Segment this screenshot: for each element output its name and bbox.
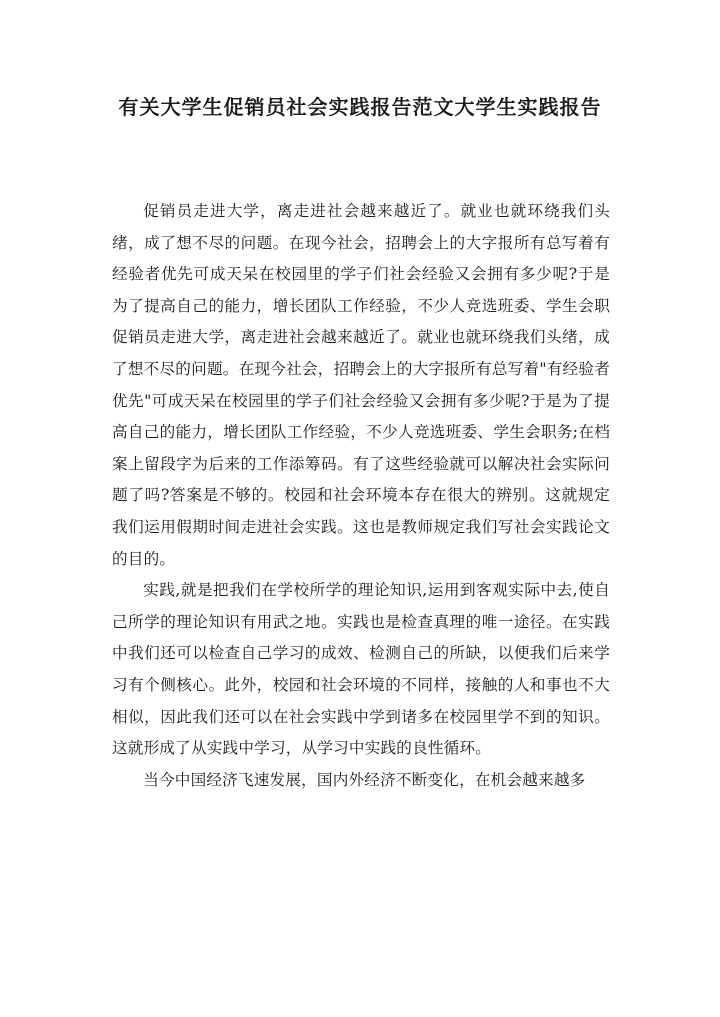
- document-title: 有关大学生促销员社会实践报告范文大学生实践报告: [118, 95, 602, 119]
- paragraph-1: 促销员走进大学，离走进社会越来越近了。就业也就环绕我们头绪，成了想不尽的问题。在现今社会，招聘会上的大字报所有总写着有经验者优先可成天呆在校园里的学子们社会经验又会拥有多少呢?于是为了提高自己的能力，增长团队工作经验，不少人竞选班委、学生会职促销员走进大学，离走进社会越来越近了。就业也就环绕我们头绪，成了想不尽的问题。在现今社会，招聘会上的大字报所有总写着"有经验者优先"可成天呆在校园里的学子们社会经验又会拥有多少呢?于是为了提高自己的能力，增长团队工作经验，不少人竞选班委、学生会职务;在档案上留段字为后来的工作添筹码。有了这些经验就可以解决社会实际问题了吗?答案是不够的。校园和社会环境本存在很大的辨别。这就规定我们运用假期时间走进社会实践。这也是教师规定我们写社会实践论文的目的。: [112, 202, 610, 568]
- paragraph-2: 实践,就是把我们在学校所学的理论知识,运用到客观实际中去,使自己所学的理论知识有用武之地。实践也是检查真理的唯一途径。在实践中我们还可以检查自己学习的成效、检测自己的所缺，以便我们后来学习有个侧核心。此外，校园和社会环境的不同样，接触的人和事也不大相似，因此我们还可以在社会实践中学到诸多在校园里学不到的知识。这就形成了从实践中学习，从学习中实践的良性循环。: [112, 581, 610, 758]
- paragraph-3: 当今中国经济飞速发展，国内外经济不断变化，在机会越来越多: [143, 770, 586, 789]
- document-body: [112, 196, 610, 796]
